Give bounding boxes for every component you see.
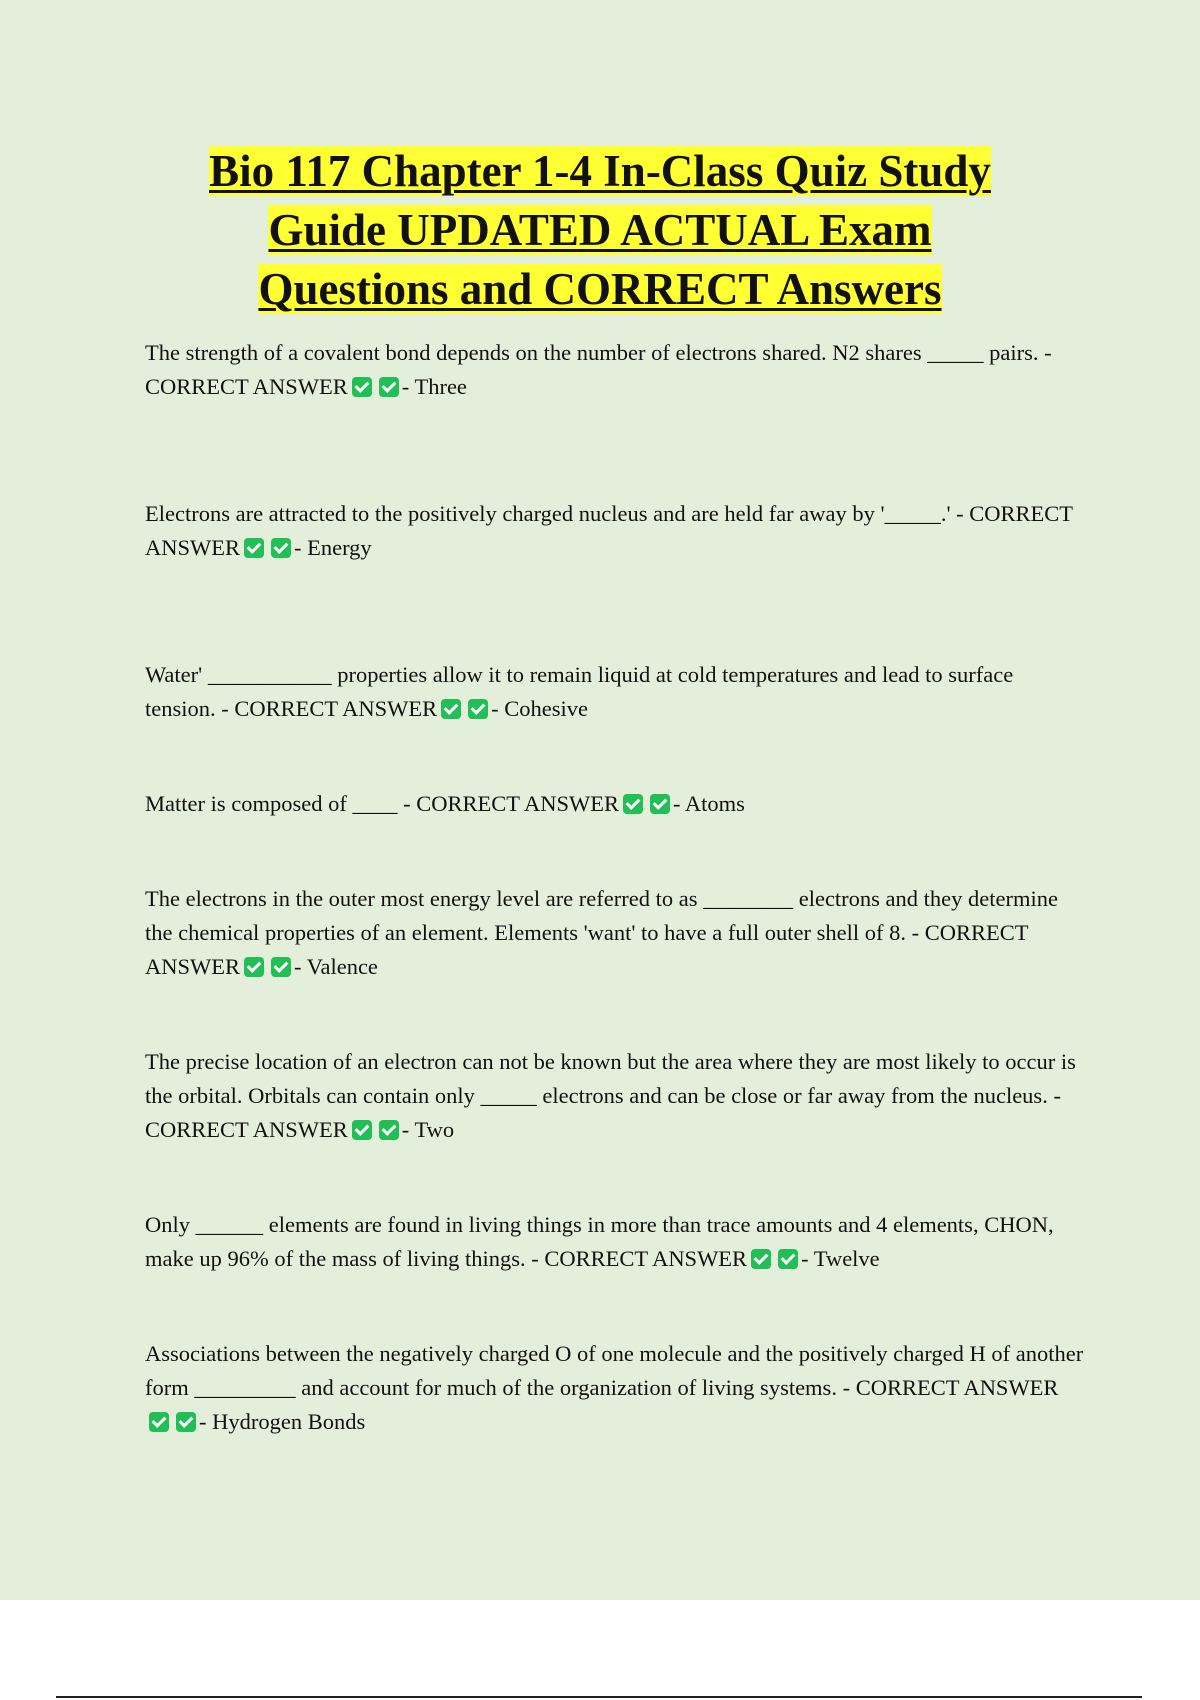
- question-text: Only ______ elements are found in living things in more than trace amounts and 4 elements, CHON, make up 96% of the mass of living things.: [145, 1212, 1054, 1271]
- check-icon: [778, 1249, 798, 1269]
- answer-text: - Cohesive: [491, 696, 588, 721]
- check-icon: [468, 699, 488, 719]
- footer-rule: [56, 1696, 1142, 1698]
- check-icon: [352, 1120, 372, 1140]
- title-line: Bio 117 Chapter 1-4 In-Class Quiz Study: [209, 146, 991, 196]
- qa-item: [145, 1208, 1085, 1276]
- answer-text: - Hydrogen Bonds: [199, 1409, 366, 1434]
- title-line: Guide UPDATED ACTUAL Exam: [268, 205, 932, 255]
- answer-text: - Energy: [294, 535, 372, 560]
- question-text: Associations between the negatively charged O of one molecule and the positively charged H of another form _________ and account for much of the organization of living systems.: [145, 1341, 1084, 1400]
- answer-marker: - CORRECT ANSWER: [145, 501, 1073, 560]
- answer-text: - Twelve: [801, 1246, 880, 1271]
- check-icon: [244, 538, 264, 558]
- check-icon: [650, 794, 670, 814]
- question-text: The precise location of an electron can not be known but the area where they are most likely to occur is the orbital. Orbitals can contain only _____ electrons and can be close or far away from the nucleus.: [145, 1049, 1076, 1108]
- question-text: The strength of a covalent bond depends on the number of electrons shared. N2 shares _____ pairs.: [145, 340, 1039, 365]
- answer-marker: - CORRECT ANSWER: [836, 1375, 1059, 1400]
- answer-marker: - CORRECT ANSWER: [145, 340, 1052, 399]
- question-answer-list: [145, 336, 1085, 1532]
- check-icon: [352, 377, 372, 397]
- question-text: Electrons are attracted to the positively charged nucleus and are held far away by '_____.': [145, 501, 951, 526]
- check-icon: [149, 1412, 169, 1432]
- question-text: The electrons in the outer most energy level are referred to as ________ electrons and they determine the chemical properties of an element. Elements 'want' to have a full outer shell of 8.: [145, 886, 1058, 945]
- answer-marker: - CORRECT ANSWER: [145, 1083, 1061, 1142]
- qa-item: [145, 497, 1085, 565]
- answer-text: - Three: [401, 374, 467, 399]
- answer-text: - Atoms: [672, 791, 745, 816]
- answer-marker: - CORRECT ANSWER: [215, 696, 438, 721]
- qa-item: [145, 787, 1085, 821]
- check-icon: [271, 957, 291, 977]
- question-text: Matter is composed of ____: [145, 791, 398, 816]
- qa-item: [145, 336, 1085, 404]
- check-icon: [751, 1249, 771, 1269]
- title-line: Questions and CORRECT Answers: [258, 264, 942, 314]
- answer-marker: - CORRECT ANSWER: [145, 920, 1029, 979]
- check-icon: [379, 377, 399, 397]
- answer-marker: - CORRECT ANSWER: [525, 1246, 748, 1271]
- check-icon: [244, 957, 264, 977]
- question-text: Water' ___________ properties allow it to remain liquid at cold temperatures and lead to surface tension.: [145, 662, 1014, 721]
- qa-item: [145, 1045, 1085, 1147]
- check-icon: [379, 1120, 399, 1140]
- qa-item: [145, 882, 1085, 984]
- qa-item: [145, 658, 1085, 726]
- check-icon: [271, 538, 291, 558]
- check-icon: [623, 794, 643, 814]
- answer-text: - Valence: [294, 954, 378, 979]
- document-title: [100, 142, 1100, 319]
- check-icon: [441, 699, 461, 719]
- check-icon: [176, 1412, 196, 1432]
- answer-marker: - CORRECT ANSWER: [397, 791, 619, 816]
- answer-text: - Two: [401, 1117, 455, 1142]
- qa-item: [145, 1337, 1085, 1439]
